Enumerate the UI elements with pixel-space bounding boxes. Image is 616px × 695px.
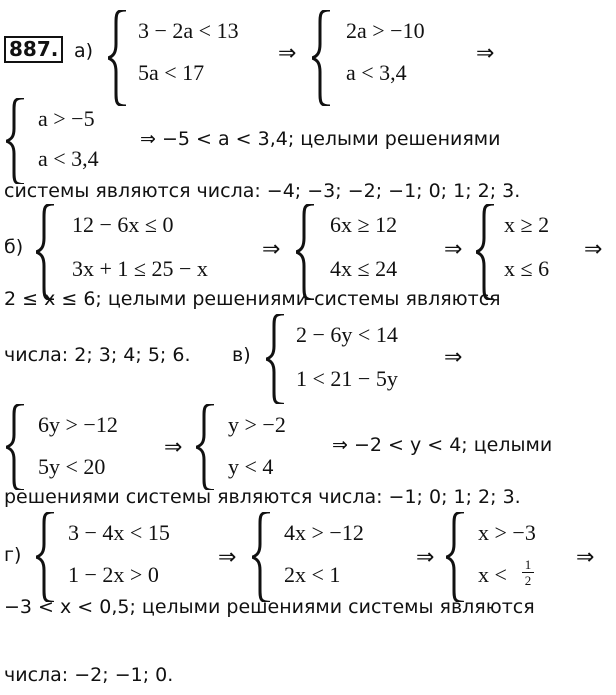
g-result: −3 < x < 0,5; целыми решениями системы являются bbox=[4, 596, 535, 618]
a-sys3-line1: a > −5 bbox=[38, 106, 95, 131]
b-answer: числа: 2; 3; 4; 5; 6. bbox=[4, 344, 191, 366]
brace-g1 bbox=[36, 512, 56, 602]
a-sys3-line2: a < 3,4 bbox=[38, 146, 99, 171]
fraction-numerator: 1 bbox=[524, 557, 532, 572]
brace-b3 bbox=[476, 204, 496, 300]
fraction-denominator: 2 bbox=[524, 573, 532, 588]
g-sys2-line2: 2x < 1 bbox=[284, 562, 341, 587]
problem-number: 887. bbox=[4, 36, 63, 63]
brace-a1 bbox=[108, 10, 128, 106]
v-answer: решениями системы являются числа: −1; 0; 1; 2; 3. bbox=[4, 486, 521, 508]
a-sys1-line2: 5a < 17 bbox=[138, 60, 205, 85]
brace-v1 bbox=[266, 314, 286, 404]
b-sys1-line1: 12 − 6x ≤ 0 bbox=[72, 212, 174, 237]
a-result: ⇒ −5 < a < 3,4; целыми решениями bbox=[140, 128, 501, 150]
implies-arrow: ⇒ bbox=[164, 434, 183, 459]
brace-g2 bbox=[252, 512, 272, 602]
v-sys2-line1: 6y > −12 bbox=[38, 412, 118, 437]
v-sys1-line1: 2 − 6y < 14 bbox=[296, 322, 398, 347]
part-v-label: в) bbox=[232, 344, 251, 366]
v-sys3-line2: y < 4 bbox=[228, 454, 274, 479]
implies-arrow: ⇒ bbox=[218, 544, 237, 569]
v-sys3-line1: y > −2 bbox=[228, 412, 286, 437]
implies-arrow: ⇒ bbox=[262, 236, 281, 261]
implies-arrow: ⇒ bbox=[584, 236, 603, 261]
a-sys2-line1: 2a > −10 bbox=[346, 18, 425, 43]
implies-arrow: ⇒ bbox=[278, 40, 297, 65]
a-answer: системы являются числа: −4; −3; −2; −1; 0; 1; 2; 3. bbox=[4, 180, 521, 202]
v-sys2-line2: 5y < 20 bbox=[38, 454, 106, 479]
g-sys2-line1: 4x > −12 bbox=[284, 520, 364, 545]
g-sys3-line2: x < bbox=[478, 562, 507, 587]
g-sys1-line1: 3 − 4x < 15 bbox=[68, 520, 170, 545]
brace-b1 bbox=[36, 204, 56, 300]
brace-a3 bbox=[6, 98, 26, 184]
g-answer: числа: −2; −1; 0. bbox=[4, 664, 174, 686]
brace-v2 bbox=[6, 404, 26, 490]
brace-v3 bbox=[196, 404, 216, 490]
b-result: 2 ≤ x ≤ 6; целыми решениями системы являются bbox=[4, 288, 501, 310]
b-sys2-line2: 4x ≤ 24 bbox=[330, 256, 398, 281]
implies-arrow: ⇒ bbox=[476, 40, 495, 65]
part-a-label: а) bbox=[74, 40, 94, 62]
a-sys2-line2: a < 3,4 bbox=[346, 60, 407, 85]
g-sys3-line1: x > −3 bbox=[478, 520, 536, 545]
brace-b2 bbox=[296, 204, 316, 300]
b-sys3-line1: x ≥ 2 bbox=[504, 212, 550, 237]
implies-arrow: ⇒ bbox=[444, 236, 463, 261]
a-sys1-line1: 3 − 2a < 13 bbox=[138, 18, 239, 43]
brace-g3 bbox=[446, 512, 466, 602]
b-sys1-line2: 3x + 1 ≤ 25 − x bbox=[72, 256, 208, 281]
b-sys3-line2: x ≤ 6 bbox=[504, 256, 550, 281]
g-sys1-line2: 1 − 2x > 0 bbox=[68, 562, 159, 587]
implies-arrow: ⇒ bbox=[444, 344, 463, 369]
fraction-one-half bbox=[522, 558, 534, 587]
implies-arrow: ⇒ bbox=[416, 544, 435, 569]
b-sys2-line1: 6x ≥ 12 bbox=[330, 212, 398, 237]
v-sys1-line2: 1 < 21 − 5y bbox=[296, 366, 398, 391]
implies-arrow: ⇒ bbox=[576, 544, 595, 569]
part-b-label: б) bbox=[4, 236, 24, 258]
v-result: ⇒ −2 < y < 4; целыми bbox=[332, 434, 553, 456]
brace-a2 bbox=[312, 10, 332, 106]
part-g-label: г) bbox=[4, 544, 22, 566]
